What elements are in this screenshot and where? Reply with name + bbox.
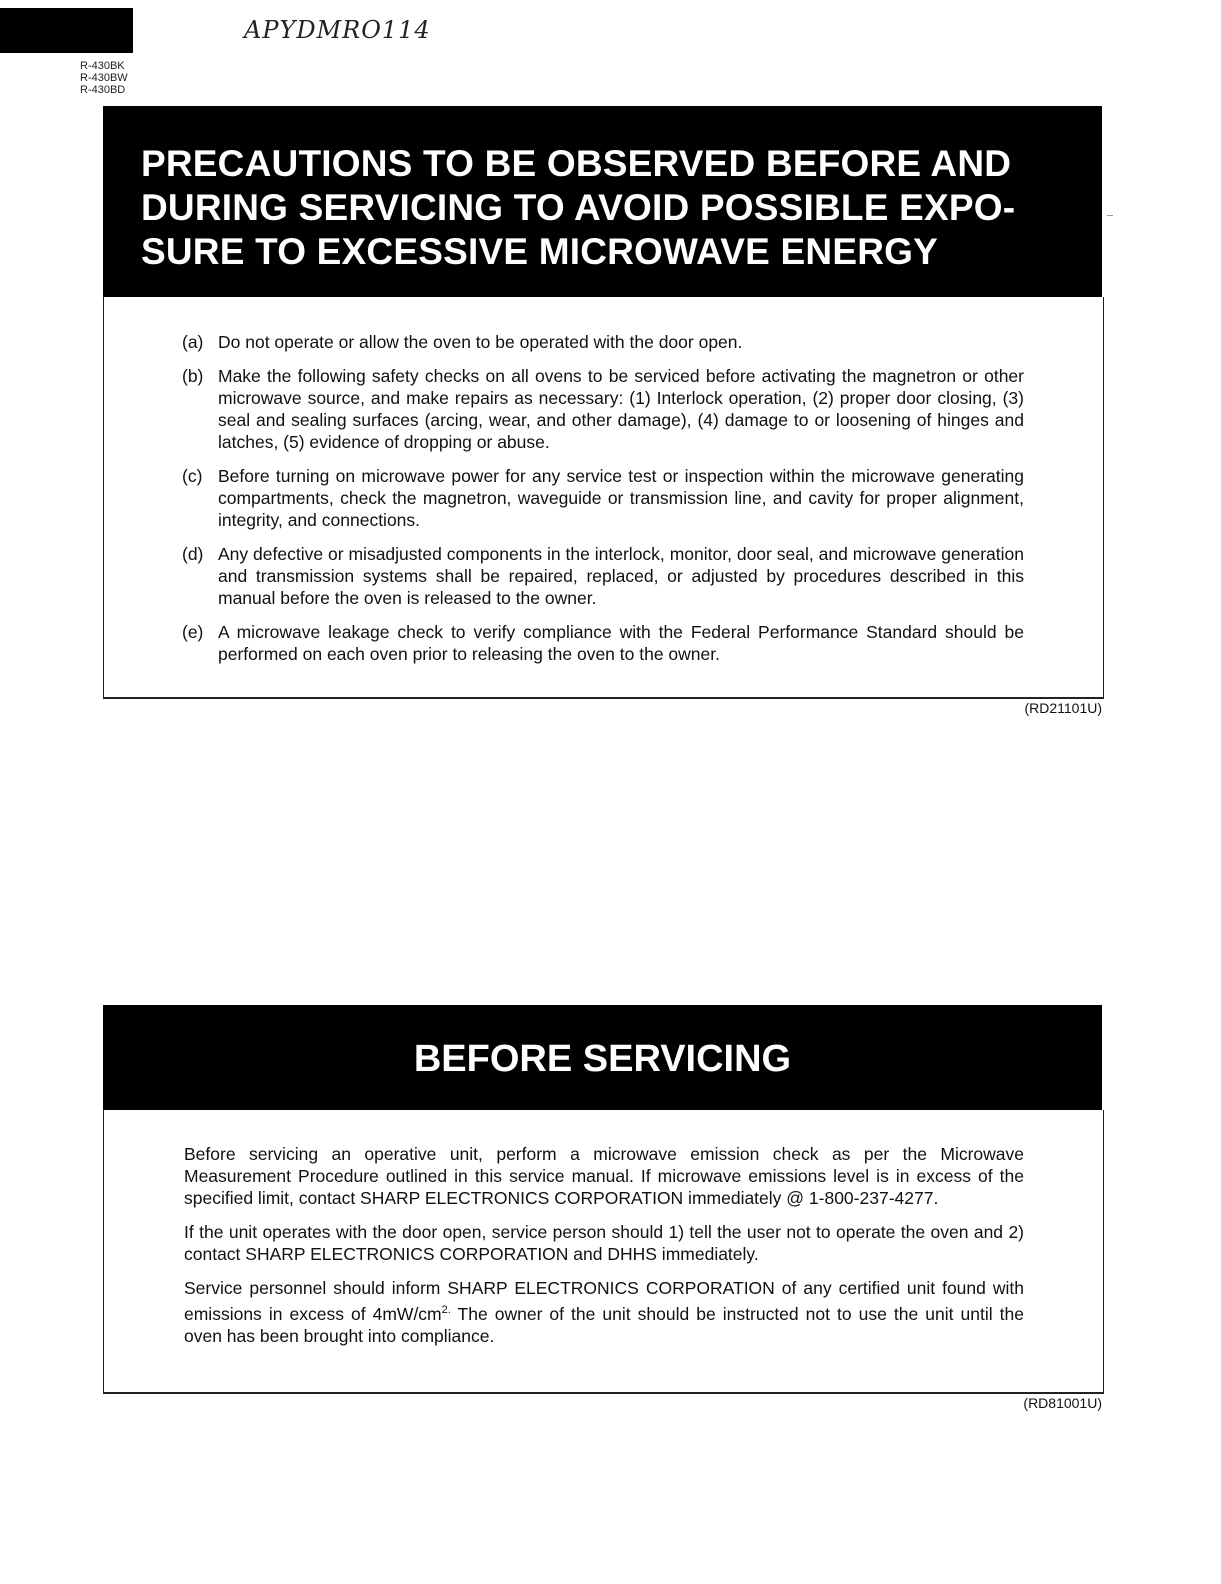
item-text: Before turning on microwave power for any service test or inspection within the microwave generating compartments, check the magnetron, waveguide or transmission line, and cavity for proper alignment, integrity, and connections. (218, 466, 1024, 530)
paragraph (184, 1277, 1024, 1347)
paragraph: Before servicing an operative unit, perform a microwave emission check as per the Microwave Measurement Procedure outlined in this service manual. If microwave emissions level is in excess of the specified limit, contact SHARP ELECTRONICS CORPORATION immediately @ 1-800-237-4277. (184, 1144, 1024, 1208)
list-item (182, 331, 1024, 353)
list-item (182, 621, 1024, 665)
title-line: SURE TO EXCESSIVE MICROWAVE ENERGY (141, 231, 938, 272)
reference-code: (RD21101U) (1024, 700, 1102, 716)
title-line: PRECAUTIONS TO BE OBSERVED BEFORE AND (141, 143, 1012, 184)
item-marker: (a) (182, 332, 204, 352)
item-marker: (c) (182, 466, 203, 486)
list-item (182, 465, 1024, 531)
item-marker: (d) (182, 544, 204, 564)
item-text: A microwave leakage check to verify compliance with the Federal Performance Standard should be performed on each oven prior to releasing the oven to the owner. (218, 622, 1024, 664)
item-text: Do not operate or allow the oven to be operated with the door open. (218, 332, 743, 352)
list-item (182, 365, 1024, 453)
paragraph-text: Service personnel should inform SHARP ELECTRONICS CORPORATION of any certified unit found with emissions in excess of 4mW/cm (184, 1278, 1024, 1324)
model-numbers (80, 60, 128, 96)
margin-mark (1107, 215, 1113, 216)
precautions-body (103, 297, 1104, 699)
list-item (182, 543, 1024, 609)
precautions-banner (103, 106, 1102, 297)
corner-tab-marker (0, 8, 133, 53)
item-text: Make the following safety checks on all ovens to be serviced before activating the magnetron or other microwave source, and make repairs as necessary: (1) Interlock operation, (2) proper door closing, (3) seal and sealing surfaces (arcing, wear, and other damage), (4) damage to or loosening of hinges and latches, (5) evidence of dropping or abuse. (218, 366, 1024, 452)
before-servicing-title: BEFORE SERVICING (413, 1038, 792, 1080)
reference-code: (RD81001U) (1023, 1395, 1102, 1411)
before-servicing-body (103, 1110, 1104, 1394)
precautions-list (182, 331, 1024, 677)
item-marker: (b) (182, 366, 204, 386)
item-marker: (e) (182, 622, 204, 642)
precautions-title (141, 142, 1081, 274)
before-servicing-paragraphs (184, 1143, 1024, 1359)
model-number: R-430BD (80, 84, 126, 96)
model-number: R-430BW (80, 72, 128, 84)
before-servicing-banner (103, 1005, 1102, 1110)
paragraph: If the unit operates with the door open, service person should 1) tell the user not to operate the oven and 2) contact SHARP ELECTRONICS CORPORATION and DHHS immediately. (184, 1222, 1024, 1264)
paragraph-text: The owner of the unit should be instructed not to use the unit until the oven has been brought into compliance. (184, 1303, 1024, 1346)
handwritten-note: APYDMRO114 (244, 16, 431, 44)
model-number: R-430BK (80, 60, 125, 72)
superscript: 2. (441, 1304, 451, 1316)
item-text: Any defective or misadjusted components in the interlock, monitor, door seal, and microwave generation and transmission systems shall be repaired, replaced, or adjusted by procedures described in this manual before the oven is released to the owner. (218, 544, 1024, 608)
title-line: DURING SERVICING TO AVOID POSSIBLE EXPO- (141, 187, 1016, 228)
